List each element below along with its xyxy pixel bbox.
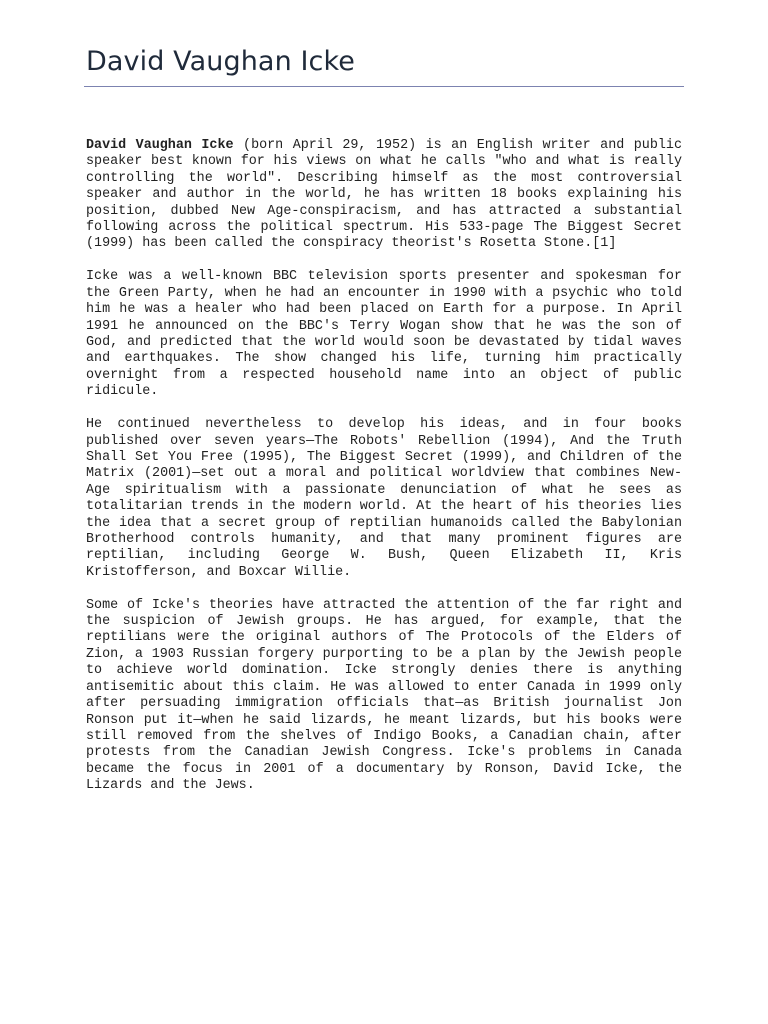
document-title: David Vaughan Icke xyxy=(86,46,355,77)
paragraph-books-theories: He continued nevertheless to develop his ideas, and in four books published over seven years—The Robots' Rebellion (1994), And the Truth Shall Set You Free (1995), The Biggest Secret (1999), and Children of the Matrix (2001)—set out a moral and political worldview that combines New-Age spiritualism with a passionate denunciation of what he sees as totalitarian trends in the modern world. At the heart of his theories lies the idea that a secret group of reptilian humanoids called the Babylonian Brotherhood controls humanity, and that many prominent figures are reptilian, including George W. Bush, Queen Elizabeth II, Kris Kristofferson, and Boxcar Willie. xyxy=(86,417,682,580)
document-body xyxy=(86,138,682,811)
title-divider xyxy=(84,86,684,87)
paragraph-intro xyxy=(86,138,682,253)
paragraph-intro-text: (born April 29, 1952) is an English writer and public speaker best known for his views on what he calls "who and what is really controlling the world". Describing himself as the most controversial speaker and author in the world, he has written 18 books explaining his position, dubbed New Age-conspiracism, and has attracted a substantial following across the political spectrum. His 533-page The Biggest Secret (1999) has been called the conspiracy theorist's Rosetta Stone.[1] xyxy=(86,138,682,252)
paragraph-controversy: Some of Icke's theories have attracted the attention of the far right and the suspicion of Jewish groups. He has argued, for example, that the reptilians were the original authors of The Protocols of the Elders of Zion, a 1903 Russian forgery purporting to be a plan by the Jewish people to achieve world domination. Icke strongly denies there is anything antisemitic about this claim. He was allowed to enter Canada in 1999 only after persuading immigration officials that—as British journalist Jon Ronson put it—when he said lizards, he meant lizards, but his books were still removed from the shelves of Indigo Books, a Canadian chain, after protests from the Canadian Jewish Congress. Icke's problems in Canada became the focus in 2001 of a documentary by Ronson, David Icke, the Lizards and the Jews. xyxy=(86,597,682,794)
paragraph-bbc-career: Icke was a well-known BBC television sports presenter and spokesman for the Green Party, when he had an encounter in 1990 with a psychic who told him he was a healer who had been placed on Earth for a purpose. In April 1991 he announced on the BBC's Terry Wogan show that he was the son of God, and predicted that the world would soon be devastated by tidal waves and earthquakes. The show changed his life, turning him practically overnight from a respected household name into an object of public ridicule. xyxy=(86,269,682,400)
lead-name: David Vaughan Icke xyxy=(86,138,234,153)
